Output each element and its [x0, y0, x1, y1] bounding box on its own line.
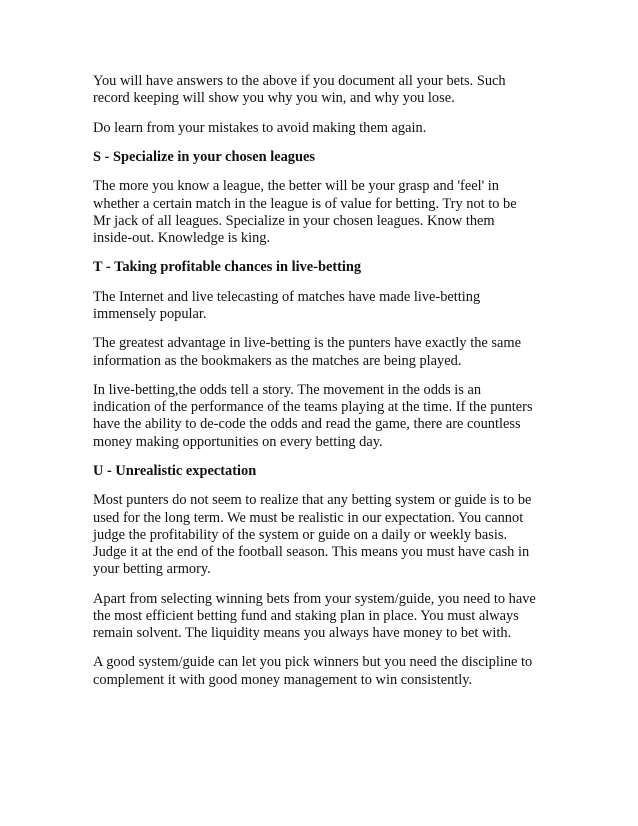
heading-specialize: S - Specialize in your chosen leagues: [93, 148, 315, 165]
paragraph-long-term: Most punters do not seem to realize that any betting system or guide is to be used for the long term. We must be realistic in our expectation. You cannot judge the profitability of the system or guide on a daily or weekly basis. Judge it at the end of the football season. This means you must have cash in your betting armory.: [93, 492, 532, 578]
paragraph-live-betting-advantage: The greatest advantage in live-betting is the punters have exactly the same information as the bookmakers as the matches are being played.: [93, 335, 521, 369]
document-page: [93, 73, 553, 701]
paragraph-live-betting-popular: The Internet and live telecasting of matches have made live-betting immensely popular.: [93, 288, 481, 322]
heading-unrealistic-expectation: U - Unrealistic expectation: [93, 462, 257, 479]
paragraph-record-keeping: You will have answers to the above if you document all your bets. Such record keeping will show you why you win, and why you lose.: [93, 73, 506, 107]
paragraph-discipline: A good system/guide can let you pick winners but you need the discipline to complement it with good money management to win consistently.: [93, 654, 533, 688]
paragraph-betting-fund: Apart from selecting winning bets from your system/guide, you need to have the most efficient betting fund and staking plan in place. You must always remain solvent. The liquidity means you always have money to bet with.: [93, 590, 536, 641]
heading-live-betting: T - Taking profitable chances in live-betting: [93, 259, 362, 276]
paragraph-learn-from-mistakes: Do learn from your mistakes to avoid making them again.: [93, 119, 427, 136]
paragraph-odds-story: In live-betting,the odds tell a story. The movement in the odds is an indication of the performance of the teams playing at the time. If the punters have the ability to de-code the odds and read the game, there are countless money making opportunities on every betting day.: [93, 381, 533, 450]
paragraph-specialize: The more you know a league, the better will be your grasp and 'feel' in whether a certain match in the league is of value for betting. Try not to be Mr jack of all leagues. Specialize in your chosen leagues. Know them inside-out. Knowledge is king.: [93, 178, 517, 246]
